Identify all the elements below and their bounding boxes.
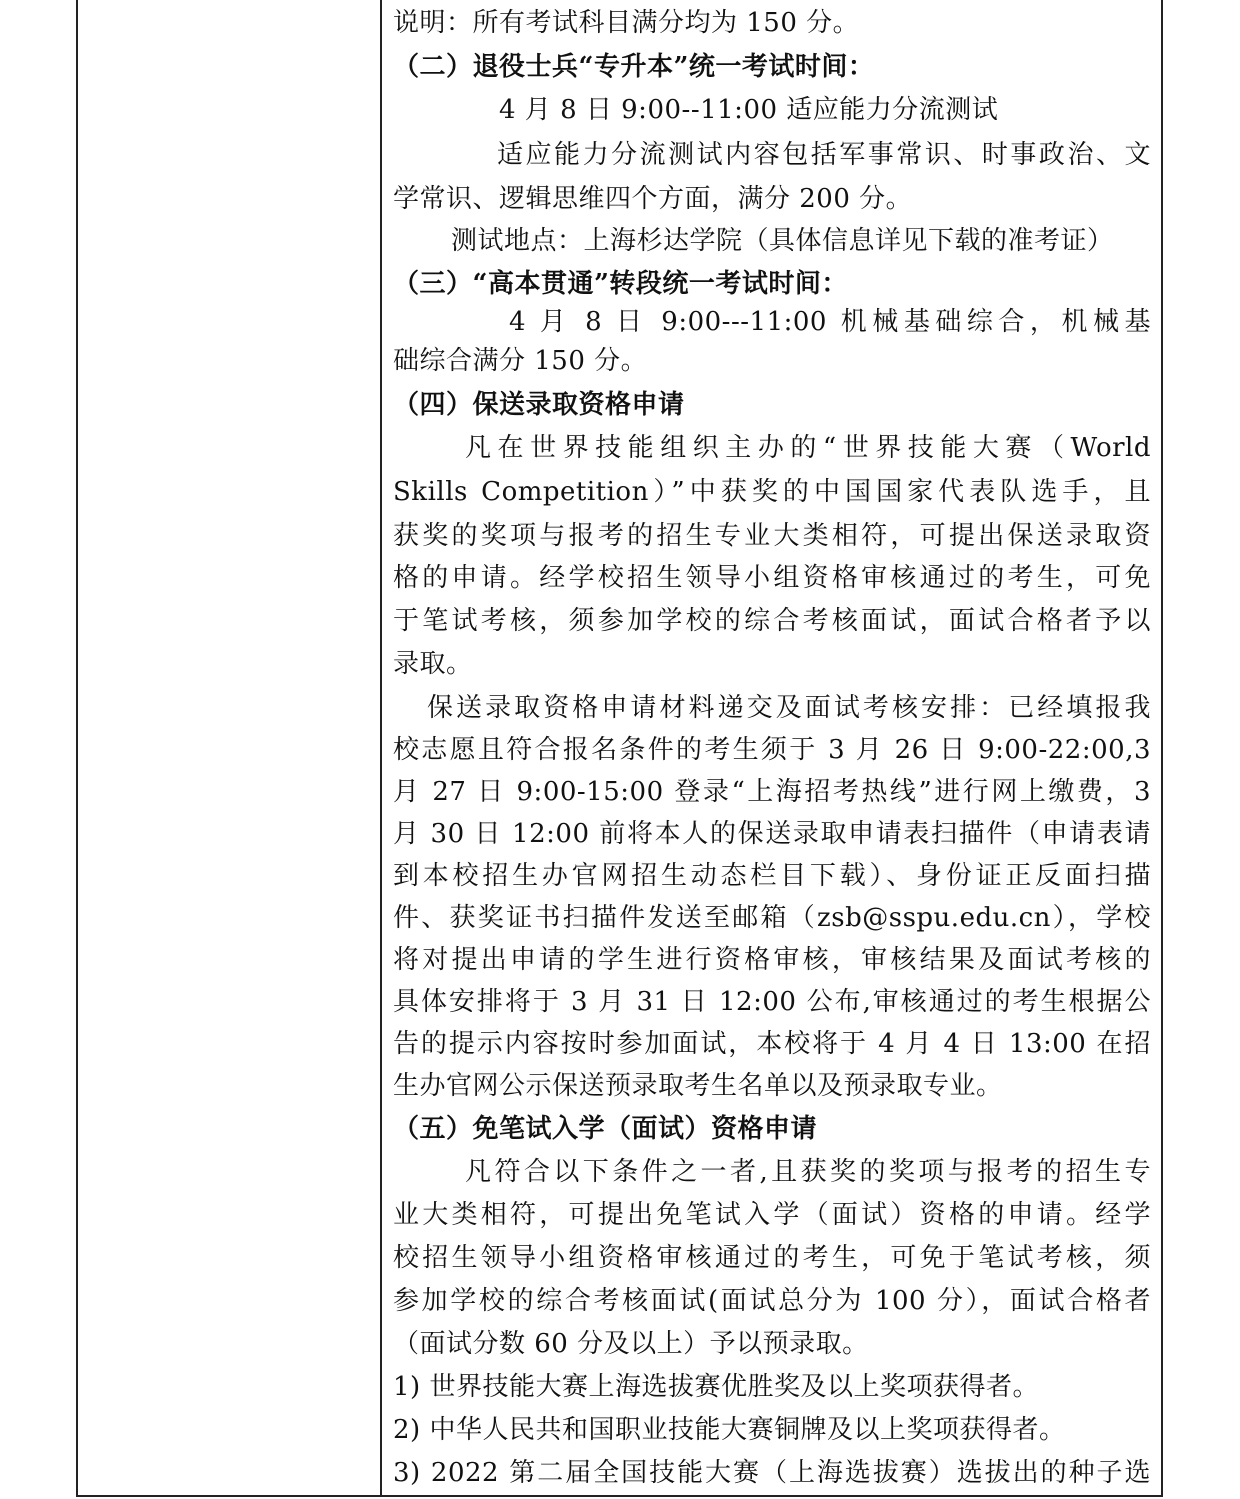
paragraph-line: 保送录取资格申请材料递交及面试考核安排：已经填报我 bbox=[427, 693, 1151, 723]
paragraph-line: 到本校招生办官网招生动态栏目下载）、身份证正反面扫描 bbox=[393, 861, 1151, 891]
paragraph-line: 说明：所有考试科目满分均为 150 分。 bbox=[393, 8, 860, 38]
paragraph-line: 校招生领导小组资格审核通过的考生，可免于笔试考核，须 bbox=[393, 1243, 1151, 1273]
paragraph-line: 录取。 bbox=[393, 649, 473, 679]
paragraph-line: 测试地点：上海杉达学院（具体信息详见下载的准考证） bbox=[451, 226, 1114, 256]
paragraph-line: 校志愿且符合报名条件的考生须于 3 月 26 日 9:00-22:00,3 bbox=[393, 735, 1151, 765]
paragraph-line: 3) 2022 第二届全国技能大赛（上海选拔赛）选拔出的种子选 bbox=[393, 1458, 1151, 1488]
paragraph-line: 1) 世界技能大赛上海选拔赛优胜奖及以上奖项获得者。 bbox=[393, 1372, 1039, 1402]
paragraph-line: 件、获奖证书扫描件发送至邮箱（zsb@sspu.edu.cn），学校 bbox=[393, 903, 1151, 933]
paragraph-line: Skills Competition）”中获奖的中国国家代表队选手，且 bbox=[393, 477, 1151, 507]
paragraph-line: 凡符合以下条件之一者,且获奖的奖项与报考的招生专 bbox=[465, 1157, 1151, 1187]
paragraph-line: 于笔试考核，须参加学校的综合考核面试，面试合格者予以 bbox=[393, 606, 1151, 636]
paragraph-line: 凡在世界技能组织主办的“世界技能大赛（World bbox=[465, 433, 1151, 463]
paragraph-line: 4 月 8 日 9:00--11:00 适应能力分流测试 bbox=[499, 95, 999, 125]
paragraph-line: 具体安排将于 3 月 31 日 12:00 公布,审核通过的考生根据公 bbox=[393, 987, 1151, 1017]
paragraph-line: 适应能力分流测试内容包括军事常识、时事政治、文 bbox=[497, 140, 1151, 170]
paragraph-line: 获奖的奖项与报考的招生专业大类相符，可提出保送录取资 bbox=[393, 521, 1151, 551]
paragraph-line: 2) 中华人民共和国职业技能大赛铜牌及以上奖项获得者。 bbox=[393, 1415, 1066, 1445]
section-heading: （二）退役士兵“专升本”统一考试时间： bbox=[393, 52, 875, 82]
section-heading: （四）保送录取资格申请 bbox=[393, 390, 685, 420]
paragraph-line: 4 月 8 日 9:00---11:00 机械基础综合，机械基 bbox=[509, 307, 1151, 337]
paragraph-line: 格的申请。经学校招生领导小组资格审核通过的考生，可免 bbox=[393, 563, 1151, 593]
paragraph-line: 生办官网公示保送预录取考生名单以及预录取专业。 bbox=[393, 1071, 1003, 1101]
paragraph-line: 学常识、逻辑思维四个方面，满分 200 分。 bbox=[393, 184, 913, 214]
paragraph-line: 将对提出申请的学生进行资格审核，审核结果及面试考核的 bbox=[393, 945, 1151, 975]
section-heading: （三）“高本贯通”转段统一考试时间： bbox=[393, 269, 848, 299]
paragraph-line: 月 30 日 12:00 前将本人的保送录取申请表扫描件（申请表请 bbox=[393, 819, 1151, 849]
column-divider bbox=[380, 0, 382, 1497]
paragraph-line: （面试分数 60 分及以上）予以预录取。 bbox=[393, 1329, 869, 1359]
section-heading: （五）免笔试入学（面试）资格申请 bbox=[393, 1114, 818, 1144]
paragraph-line: 参加学校的综合考核面试(面试总分为 100 分），面试合格者 bbox=[393, 1286, 1151, 1316]
paragraph-line: 告的提示内容按时参加面试，本校将于 4 月 4 日 13:00 在招 bbox=[393, 1029, 1151, 1059]
paragraph-line: 业大类相符，可提出免笔试入学（面试）资格的申请。经学 bbox=[393, 1200, 1151, 1230]
paragraph-line: 础综合满分 150 分。 bbox=[393, 346, 648, 376]
paragraph-line: 月 27 日 9:00-15:00 登录“上海招考热线”进行网上缴费，3 bbox=[393, 777, 1151, 807]
